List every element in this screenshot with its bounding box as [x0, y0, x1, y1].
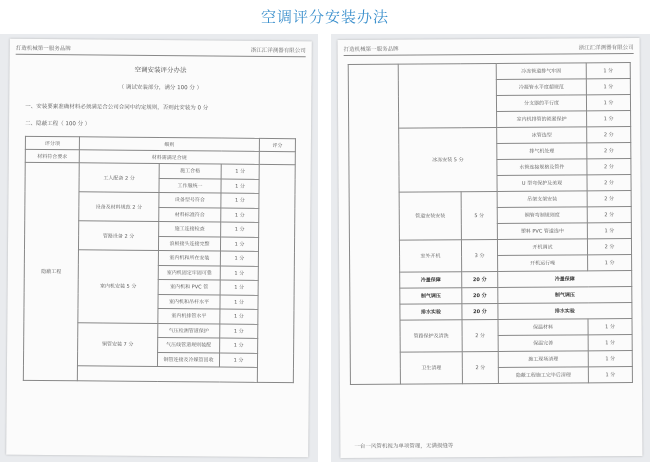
- page-title: 空调评分安装办法: [260, 8, 389, 26]
- item-cell: 施工现场清理: [498, 351, 588, 368]
- score-cell: 1 分: [587, 111, 631, 127]
- item-cell: 隐蔽工程施工完毕后清理: [498, 367, 588, 384]
- bold-item: 冷量保障: [498, 271, 632, 288]
- item-cell: 开机运行噪: [498, 255, 588, 272]
- item-cell: 室内机和吊杆水平: [158, 294, 220, 309]
- score-cell: 1 分: [219, 353, 257, 368]
- score-cell: 1 分: [220, 324, 258, 339]
- score-cell: 2 分: [587, 207, 631, 223]
- item-cell: 水管连接规格及管件: [497, 159, 587, 176]
- table-cell: [259, 151, 295, 164]
- item-cell: 冷冻管道排气牢固: [496, 63, 586, 80]
- score-cell: 1 分: [221, 208, 259, 223]
- right-document-photo: [331, 34, 650, 462]
- left-score-table: [23, 136, 296, 383]
- item-cell: 排气机处理: [497, 143, 587, 160]
- item-cell: 室内机排管的锁紧保护: [497, 111, 587, 128]
- score-cell: 1 分: [588, 351, 632, 367]
- score-cell: 1 分: [586, 95, 630, 111]
- score-cell: 2 分: [587, 159, 631, 175]
- left-header-brand: 打造机械第一服务品牌: [15, 45, 71, 53]
- left-doc-title: 空调安装评分办法: [134, 65, 187, 75]
- right-paper: [338, 38, 643, 458]
- score-cell: 1 分: [220, 251, 258, 266]
- score-cell: 2 分: [587, 175, 631, 191]
- item-cell: 材料标准符合: [159, 207, 221, 222]
- score-cell: 1 分: [221, 193, 259, 208]
- bold-score: 20 分: [462, 303, 498, 319]
- item-cell: 设备型号符合: [159, 192, 221, 207]
- score-cell: 1 分: [220, 309, 258, 324]
- group-name: 室内机安装 5 分: [78, 250, 159, 323]
- score-cell: 1 分: [220, 338, 258, 353]
- score-cell: 2 分: [587, 191, 631, 207]
- right-header-company: 浙江汇洋测器有限公司: [578, 44, 634, 52]
- item-cell: 冰管选型: [497, 127, 587, 144]
- item-cell: 室内机固定牢固可靠: [158, 265, 220, 280]
- score-cell: 2 分: [587, 239, 631, 255]
- bold-score: 20 分: [462, 287, 498, 303]
- header-cell: 评分项: [25, 136, 79, 149]
- item-cell: 分支器的平行度: [496, 95, 586, 112]
- footnote: 一台一风管机视为单项管理，无满损缝等: [354, 443, 454, 450]
- category-cell: 隐蔽工程: [23, 162, 79, 380]
- left-paper: [6, 39, 312, 458]
- item-cell: 铜管弯制规则度: [497, 207, 587, 224]
- bold-name: 排水实验: [400, 304, 462, 320]
- group-score: 2 分: [462, 351, 498, 383]
- bold-item: 制气调压: [498, 287, 632, 304]
- group-name: [398, 63, 496, 128]
- group-name: 工人配备 2 分: [79, 163, 159, 193]
- score-cell: 1 分: [220, 280, 258, 295]
- score-cell: 1 分: [586, 63, 630, 79]
- item-cell: 工作服统一: [159, 178, 221, 193]
- header-cell: 评分: [259, 138, 295, 151]
- score-cell: 1 分: [588, 255, 632, 271]
- score-cell: 1 分: [220, 237, 258, 252]
- item-cell: 气压线管道规则装配: [158, 337, 220, 352]
- table-cell: 材料符合要求: [25, 149, 79, 162]
- left-rule-line-2: 二、隐蔽工程（ 100 分 ）: [25, 120, 91, 128]
- score-cell: 1 分: [220, 295, 258, 310]
- table-cell: [77, 366, 257, 382]
- bold-name: 制气调压: [400, 288, 462, 304]
- group-name: 室外开机: [399, 240, 461, 272]
- bold-item: 排水实验: [498, 303, 632, 320]
- item-cell: 吊架支架安装: [497, 191, 587, 208]
- left-rule-line-1: 一、安装要素准确材料必须满足合公司合同中约定规则，否则此安装为 0 分: [25, 103, 209, 112]
- score-cell: 1 分: [220, 266, 258, 281]
- score-cell: 1 分: [221, 222, 259, 237]
- item-cell: 铜管连接及冷媒管回收: [157, 352, 219, 367]
- score-column: [257, 164, 295, 382]
- item-cell: 室内机和所在安装: [158, 250, 220, 265]
- item-cell: 气压检测管道保护: [158, 323, 220, 338]
- group-score: 3 分: [461, 239, 497, 271]
- left-header: [16, 44, 306, 58]
- item-cell: 保温完善: [498, 335, 588, 352]
- item-cell: 室内机排管水平: [158, 308, 220, 323]
- score-cell: 1 分: [221, 179, 259, 194]
- left-document-photo: [0, 34, 318, 462]
- left-header-company: 浙江汇洋测器有限公司: [250, 47, 306, 55]
- category-cell: [348, 64, 400, 384]
- item-cell: 保温材料: [498, 319, 588, 336]
- group-name: 设备及材料规范 2 分: [79, 192, 159, 222]
- group-name: 卫生清理: [400, 352, 462, 384]
- score-cell: 1 分: [221, 164, 259, 179]
- score-cell: 1 分: [586, 79, 630, 95]
- left-doc-subtitle: （ 调试安装部分，满分 100 分 ）: [118, 84, 203, 92]
- group-name: 冰冻安装 5 分: [399, 127, 497, 192]
- group-score: 2 分: [462, 319, 498, 351]
- bold-score: 20 分: [462, 271, 498, 287]
- score-cell: 1 分: [588, 367, 632, 383]
- right-header-brand: 打造机械第一服务品牌: [343, 46, 399, 54]
- score-cell: 1 分: [588, 335, 632, 351]
- item-cell: 浪板接头连接完整: [158, 236, 220, 251]
- group-name: 管道安装安装: [399, 192, 461, 240]
- group-score: 5 分: [461, 191, 497, 239]
- item-cell: U 型弯保护及美观: [497, 175, 587, 192]
- right-header: [344, 43, 634, 56]
- item-cell: 开机调试: [497, 239, 587, 256]
- bold-name: 冷量保障: [400, 272, 462, 288]
- group-name: 管路保护及清洗: [400, 320, 462, 352]
- score-cell: 1 分: [587, 223, 631, 239]
- item-cell: 施工合格: [159, 163, 221, 178]
- item-cell: 施工连接检查: [159, 221, 221, 236]
- header-cell: 细则: [79, 137, 259, 152]
- item-cell: 室内机和 PVC 管: [158, 279, 220, 294]
- score-cell: 2 分: [587, 143, 631, 159]
- item-cell: 塑料 PVC 管道选中: [497, 223, 587, 240]
- group-name: 铜管安装 7 分: [77, 322, 157, 366]
- item-cell: 冷凝管水平度超规范: [496, 79, 586, 96]
- group-name: 管路设备 2 分: [78, 221, 158, 251]
- score-cell: 2 分: [587, 127, 631, 143]
- right-score-table: [348, 62, 633, 385]
- score-cell: 1 分: [588, 319, 632, 335]
- table-cell: 材料需满足合规: [79, 150, 259, 165]
